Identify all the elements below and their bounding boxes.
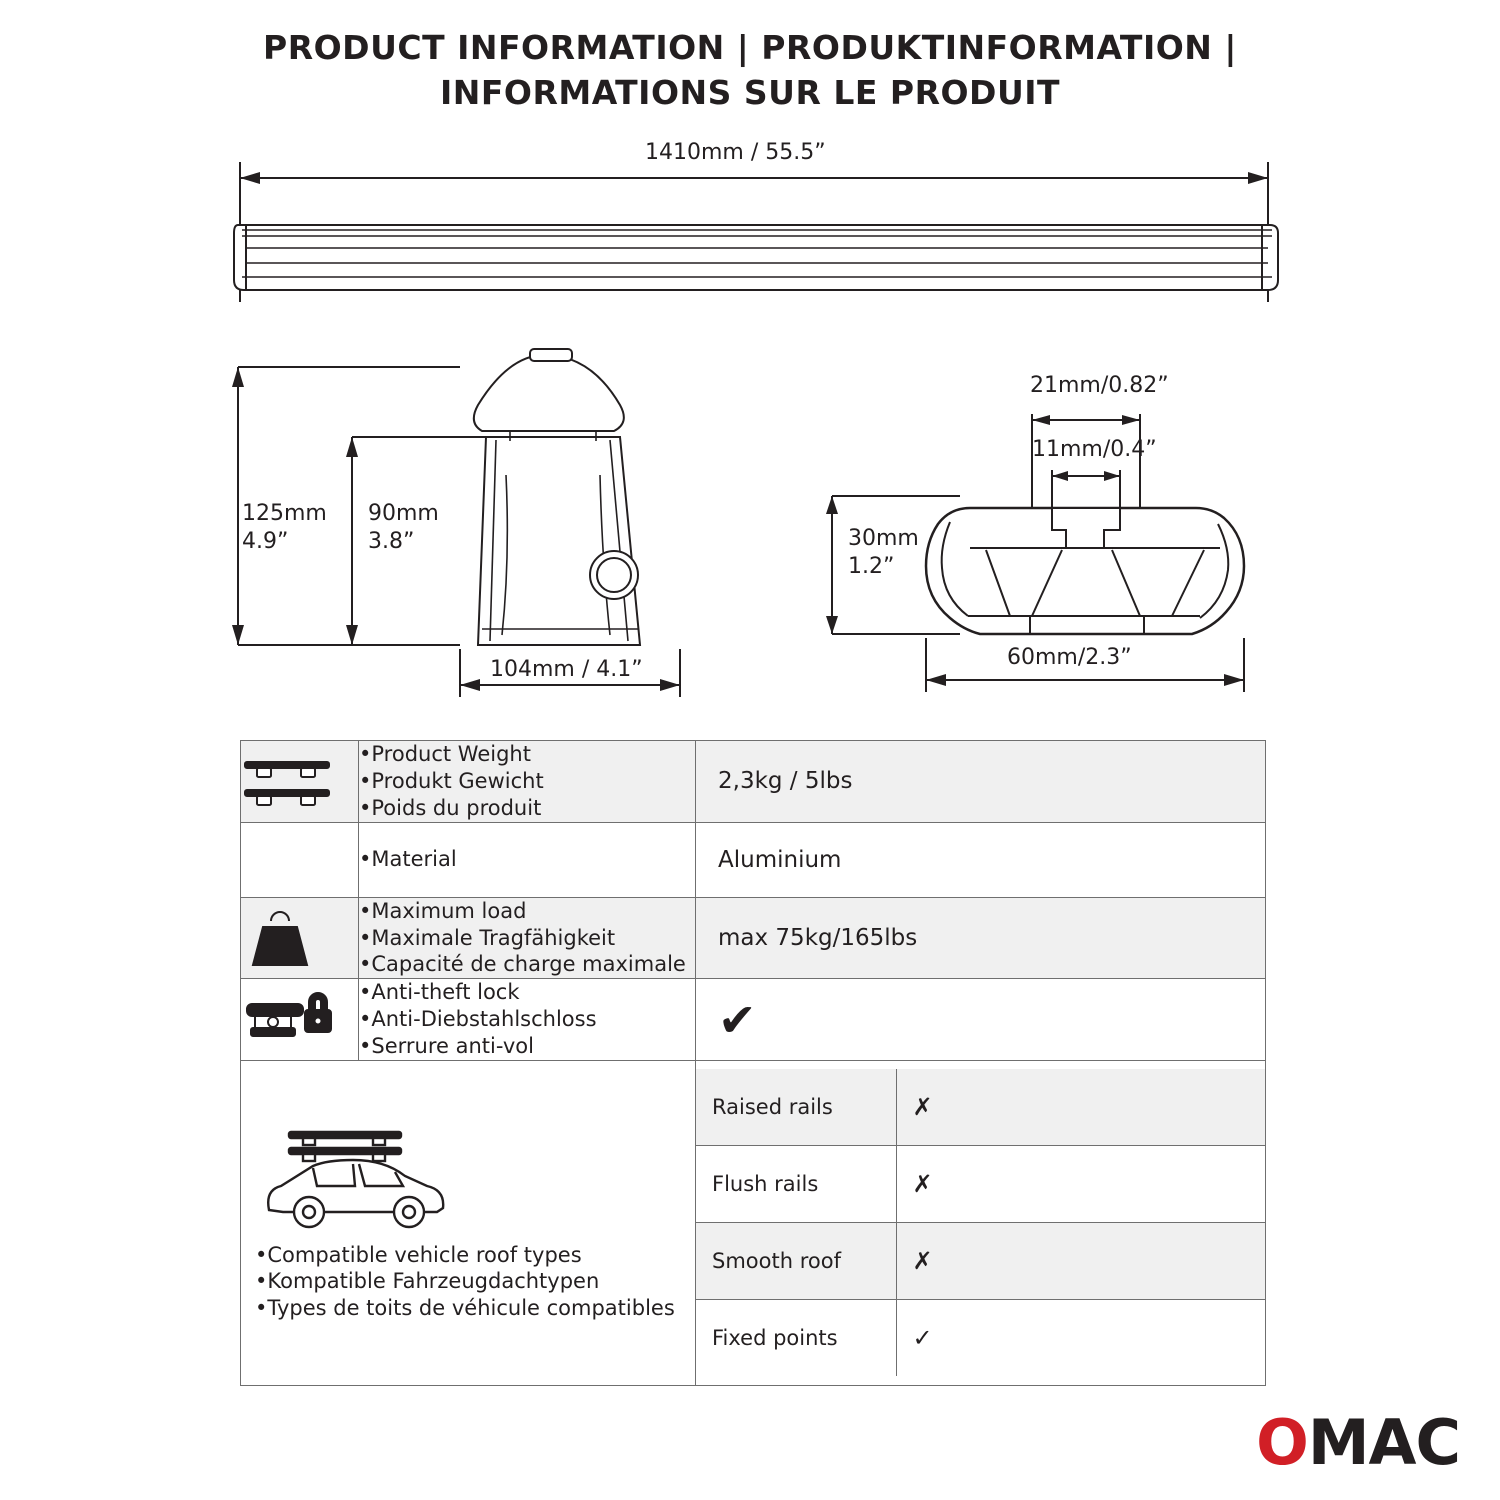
- dimension-foot-height-inner: [368, 500, 439, 555]
- material-label-cell: [359, 822, 696, 897]
- label-line: •Types de toits de véhicule compatibles: [255, 1296, 675, 1321]
- material-value-cell: [696, 822, 1266, 897]
- roof-type-mark-cell: [896, 1069, 1265, 1146]
- product-weight-value-cell: [696, 741, 1266, 823]
- table-row: [241, 741, 1266, 823]
- cross-icon: ✗: [912, 1170, 933, 1199]
- roof-type-name: Flush rails: [712, 1172, 819, 1197]
- max-load-value-cell: [696, 897, 1266, 979]
- roof-types-subtable: [696, 1069, 1265, 1376]
- anti-theft-check-icon: ✔: [718, 992, 757, 1047]
- label-line: •Material: [359, 847, 457, 872]
- cross-icon: ✗: [912, 1247, 933, 1276]
- label-line: •Product Weight: [359, 742, 531, 766]
- profile-height-mm: 30mm: [848, 526, 919, 551]
- label-line: •Anti-theft lock: [359, 980, 520, 1005]
- specifications-table: [240, 740, 1266, 1386]
- dimension-profile-slot-width: 11mm/0.4”: [1032, 437, 1157, 462]
- roof-type-mark-cell: [896, 1146, 1265, 1223]
- label-line: •Serrure anti-vol: [359, 1034, 534, 1058]
- table-row: [241, 822, 1266, 897]
- label-line: •Compatible vehicle roof types: [255, 1242, 582, 1267]
- anti-theft-value-cell: [696, 979, 1266, 1061]
- product-weight-label-cell: [359, 741, 696, 823]
- dimension-foot-height-total: [242, 500, 327, 555]
- roof-type-name: Smooth roof: [712, 1249, 841, 1274]
- roof-type-name-cell: [696, 1300, 896, 1377]
- roof-type-name: Fixed points: [712, 1326, 838, 1351]
- material-value: Aluminium: [718, 846, 842, 873]
- page-title: [0, 26, 1500, 115]
- label-line: •Poids du produit: [359, 795, 542, 820]
- roof-type-row-fixed-points: [696, 1300, 1265, 1377]
- check-icon: ✓: [912, 1324, 933, 1353]
- car-with-bars-icon: [255, 1124, 681, 1232]
- roof-type-row-raised-rails: [696, 1069, 1265, 1146]
- logo-letter-o: O: [1256, 1406, 1308, 1479]
- weight-icon: [241, 897, 359, 979]
- table-row: [241, 897, 1266, 979]
- logo-text-mac: MAC: [1307, 1406, 1460, 1479]
- table-row: [241, 979, 1266, 1061]
- dimension-profile-top-width: 21mm/0.82”: [1030, 373, 1169, 398]
- profile-height-in: 1.2”: [848, 553, 895, 579]
- omac-logo: [1256, 1406, 1460, 1479]
- roof-type-mark-cell: [896, 1300, 1265, 1377]
- roof-types-options-cell: [696, 1060, 1266, 1385]
- label-line: •Kompatible Fahrzeugdachtypen: [255, 1269, 600, 1294]
- product-weight-value: 2,3kg / 5lbs: [718, 768, 853, 795]
- dimension-profile-width: 60mm/2.3”: [1007, 645, 1132, 670]
- table-row-roof-types: [241, 1060, 1266, 1385]
- foot-height-total-in: 4.9”: [242, 528, 289, 554]
- label-line: •Maximum load: [359, 898, 527, 923]
- roof-type-row-smooth-roof: [696, 1223, 1265, 1300]
- page-title-line-2: INFORMATIONS SUR LE PRODUIT: [439, 72, 1061, 112]
- roof-bars-icon: [241, 741, 359, 823]
- roof-type-name-cell: [696, 1069, 896, 1146]
- roof-types-label-cell: [241, 1060, 696, 1385]
- label-line: •Maximale Tragfähigkeit: [359, 925, 616, 950]
- foot-height-inner-in: 3.8”: [368, 528, 415, 554]
- roof-type-row-flush-rails: [696, 1146, 1265, 1223]
- dimension-bar-length: 1410mm / 55.5”: [645, 140, 826, 165]
- cross-icon: ✗: [912, 1093, 933, 1122]
- dimension-profile-height: [848, 525, 919, 580]
- label-line: •Capacité de charge maximale: [359, 952, 686, 977]
- roof-type-mark-cell: [896, 1223, 1265, 1300]
- page-title-line-1: PRODUCT INFORMATION | PRODUKTINFORMATION |: [263, 28, 1237, 67]
- roof-type-name-cell: [696, 1146, 896, 1223]
- max-load-label-cell: [359, 897, 696, 979]
- max-load-value: max 75kg/165lbs: [718, 924, 918, 951]
- label-line: •Produkt Gewicht: [359, 768, 544, 793]
- roof-type-name-cell: [696, 1223, 896, 1300]
- dimension-foot-width: 104mm / 4.1”: [490, 657, 643, 682]
- label-line: •Anti-Diebstahlschloss: [359, 1007, 597, 1032]
- material-icon-placeholder: [241, 822, 359, 897]
- lock-icon: [241, 979, 359, 1061]
- foot-height-total-mm: 125mm: [242, 501, 327, 526]
- anti-theft-label-cell: [359, 979, 696, 1061]
- foot-height-inner-mm: 90mm: [368, 501, 439, 526]
- roof-type-name: Raised rails: [712, 1095, 833, 1120]
